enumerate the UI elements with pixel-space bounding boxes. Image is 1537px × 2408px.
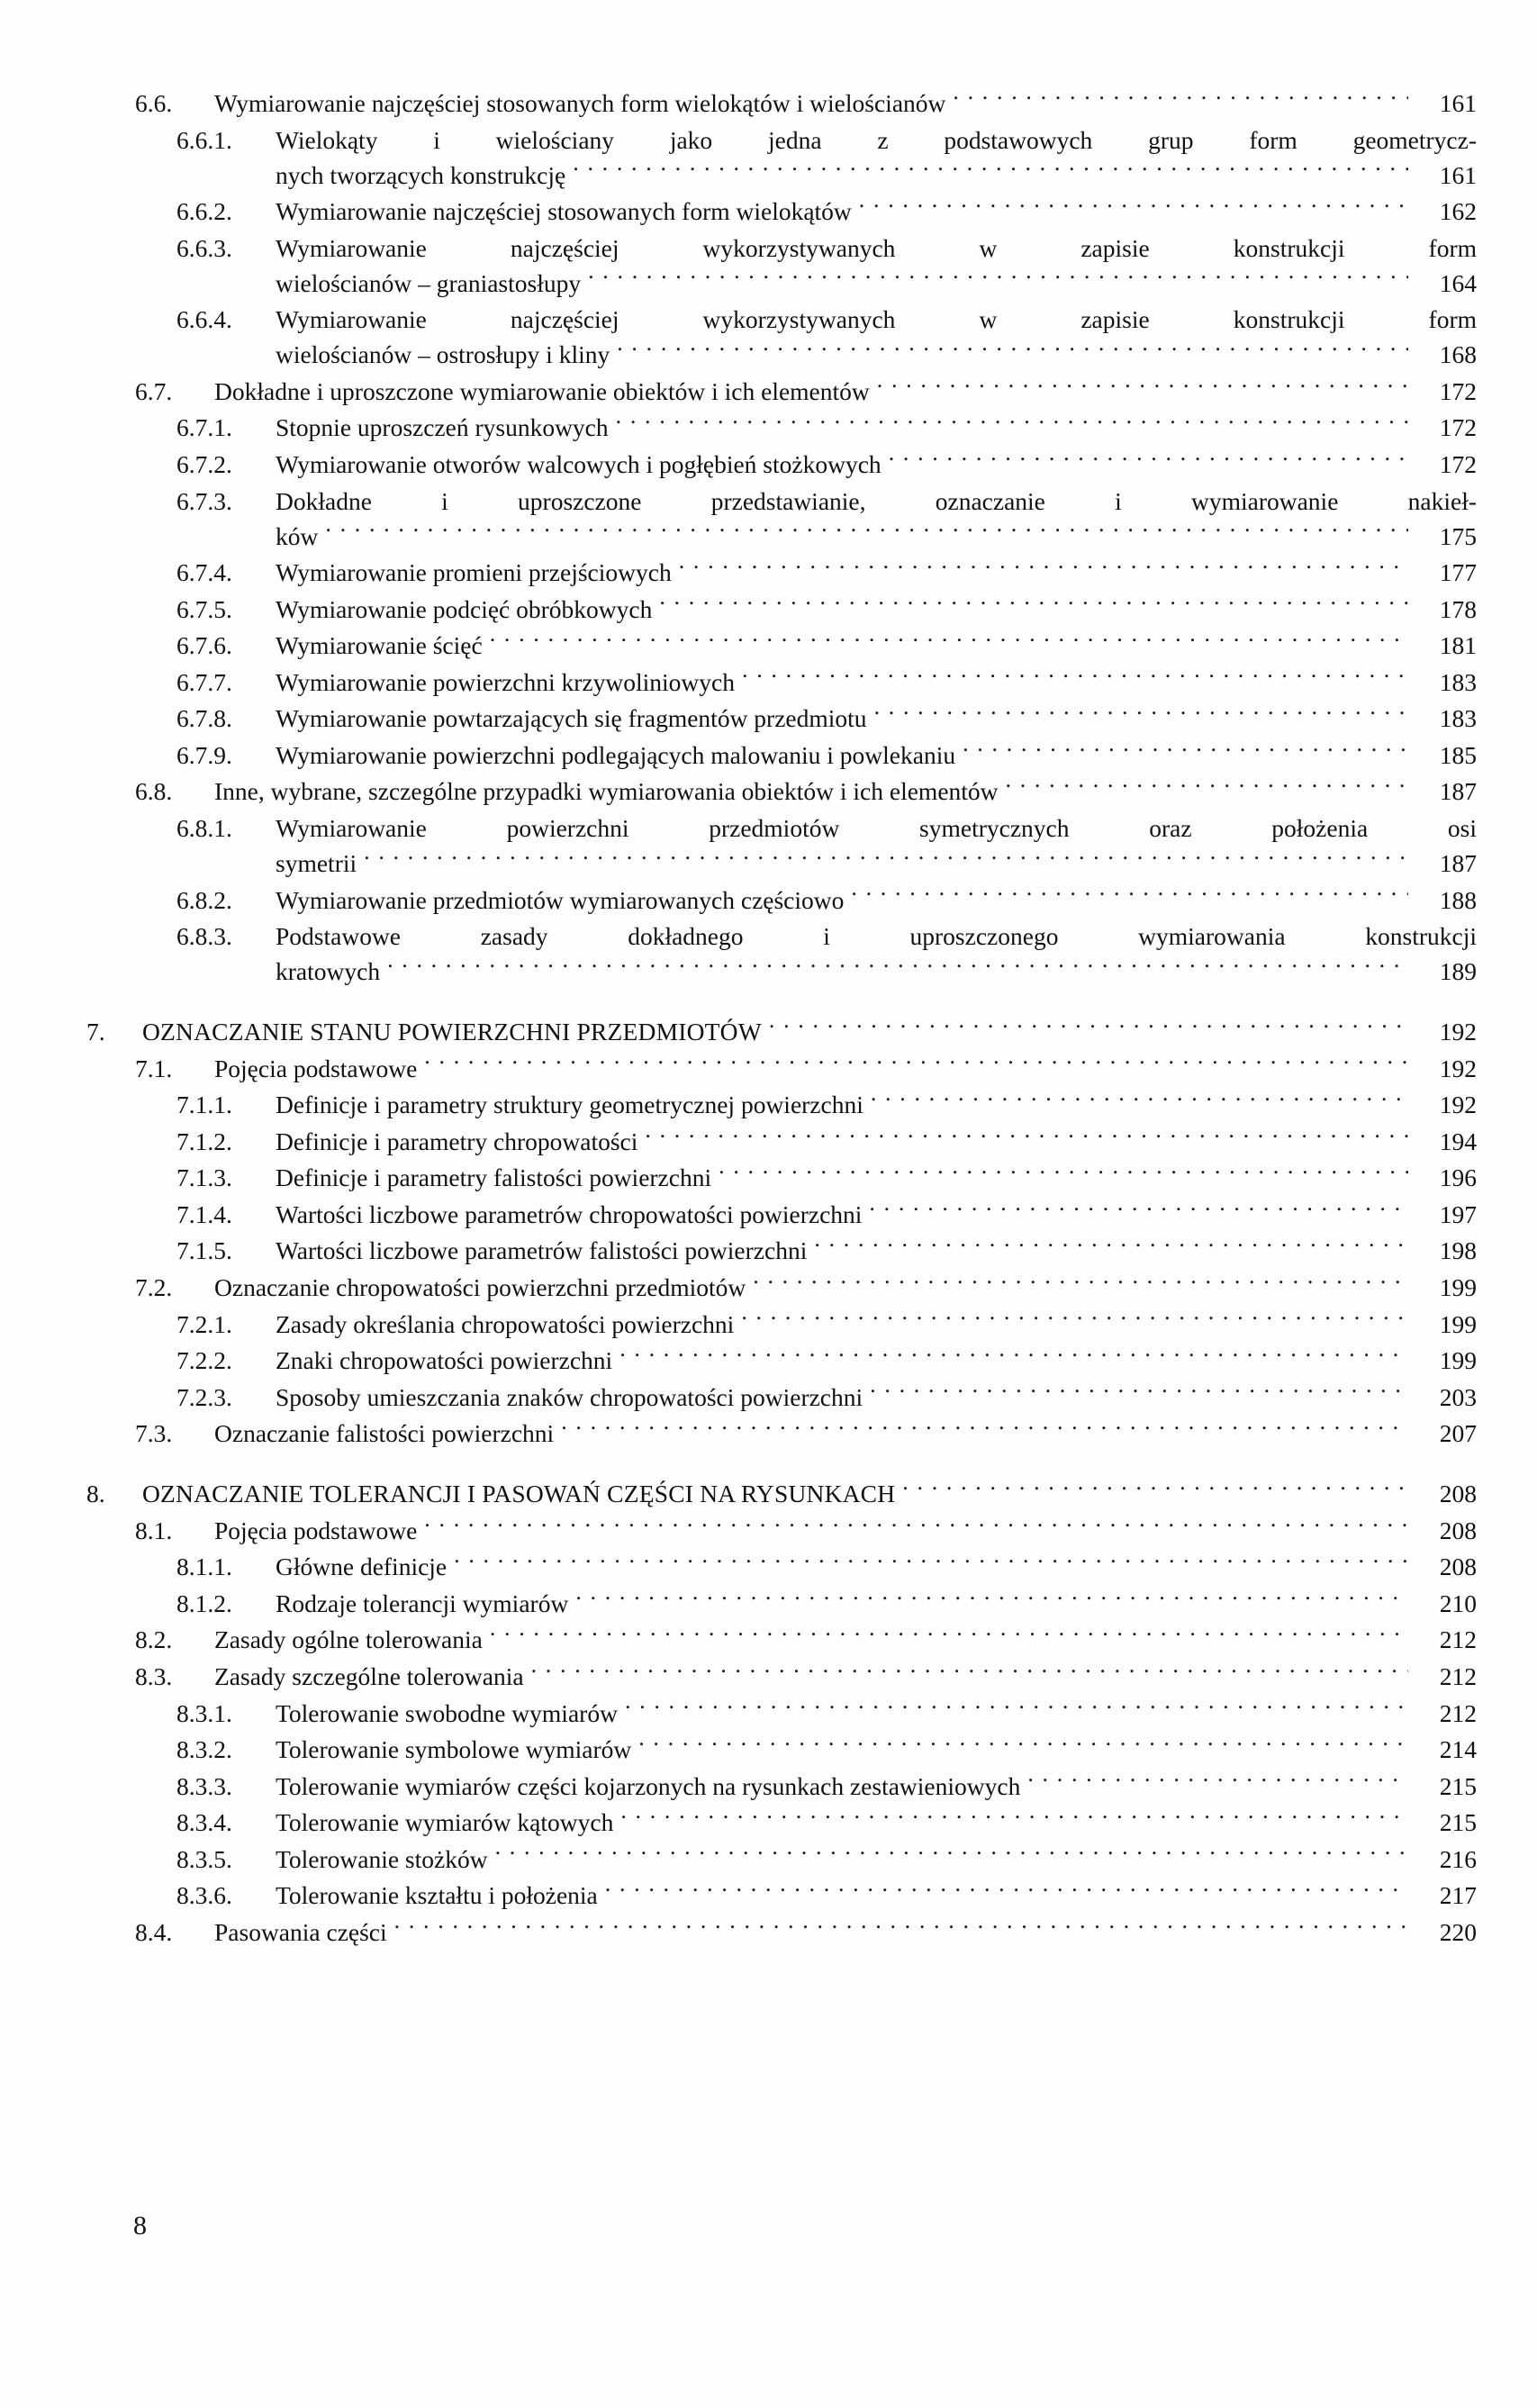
toc-entry-title: Wymiarowanie powierzchni krzywoliniowych — [276, 667, 735, 696]
toc-entry-number: 6.7.4. — [176, 558, 232, 587]
toc-entry-number: 7.2.1. — [176, 1309, 232, 1338]
page-number: 8 — [133, 2211, 147, 2241]
dot-leader — [325, 520, 1408, 545]
dot-leader — [454, 1551, 1408, 1576]
toc-entry-body — [276, 447, 1477, 482]
toc-entry-number: 7.2.2. — [176, 1346, 232, 1375]
toc-entry-page: 178 — [1439, 594, 1477, 623]
dot-leader — [638, 1734, 1408, 1759]
toc-entry[interactable] — [176, 738, 1477, 773]
toc-entry[interactable] — [176, 302, 1477, 372]
toc-entry-page: 217 — [1439, 1881, 1477, 1910]
toc-entry-page: 187 — [1439, 848, 1477, 877]
dot-leader — [753, 1272, 1408, 1297]
toc-entry-body — [276, 122, 1477, 193]
toc-entry[interactable] — [176, 555, 1477, 590]
toc-entry-page: 199 — [1439, 1346, 1477, 1375]
toc-entry-title: Wymiarowanie otworów walcowych i pogłębień stożkowych — [276, 449, 882, 478]
toc-entry[interactable] — [135, 1051, 1477, 1086]
toc-entry-title-cont: symetrii — [276, 848, 357, 877]
toc-entry[interactable] — [176, 1160, 1477, 1195]
toc-entry-number: 8.3.5. — [176, 1844, 232, 1873]
toc-entry-page: 208 — [1439, 1516, 1477, 1544]
dot-leader — [871, 1089, 1408, 1114]
dot-leader — [424, 1052, 1408, 1077]
toc-entry-number: 7.1.2. — [176, 1127, 232, 1155]
toc-entry[interactable] — [176, 194, 1477, 229]
dot-leader — [963, 738, 1408, 764]
toc-entry[interactable] — [176, 1307, 1477, 1342]
toc-entry-title: Główne definicje — [276, 1553, 448, 1581]
toc-entry-body — [276, 1233, 1477, 1268]
dot-leader — [742, 665, 1408, 691]
toc-entry[interactable] — [176, 592, 1477, 627]
toc-entry-number: 6.7.2. — [176, 449, 232, 478]
toc-entry-number: 7.2.3. — [176, 1382, 232, 1411]
dot-leader — [679, 557, 1408, 582]
dot-leader — [588, 267, 1408, 292]
toc-entry-body — [276, 555, 1477, 590]
toc-entry-number: 6.7.5. — [176, 594, 232, 623]
dot-leader — [495, 1842, 1408, 1868]
toc-entry[interactable] — [176, 701, 1477, 736]
toc-entry-title: Wymiarowanie powierzchni przedmiotów symetrycznych oraz położenia osi — [276, 813, 1477, 842]
toc-entry-number: 8.3.2. — [176, 1735, 232, 1764]
toc-entry[interactable] — [176, 883, 1477, 918]
toc-entry-body — [276, 1549, 1477, 1584]
toc-entry-body — [276, 1586, 1477, 1621]
toc-entry-page: 196 — [1439, 1163, 1477, 1192]
dot-leader — [874, 702, 1408, 728]
toc-entry-page: 215 — [1439, 1771, 1477, 1800]
toc-entry[interactable] — [176, 810, 1477, 881]
toc-entry-page: 208 — [1439, 1480, 1477, 1508]
toc-entry-title: Definicje i parametry falistości powierzchni — [276, 1163, 712, 1192]
toc-entry-body — [276, 665, 1477, 700]
toc-entry-body — [276, 1307, 1477, 1342]
toc-entry-number: 6.7.1. — [176, 413, 232, 442]
toc-entry-title: Dokładne i uproszczone wymiarowanie obiektów i ich elementów — [214, 376, 870, 405]
toc-entry-body — [142, 1476, 1477, 1511]
dot-leader — [364, 846, 1408, 872]
toc-entry-number: 7.2. — [135, 1273, 173, 1301]
toc-entry-body — [276, 1087, 1477, 1122]
toc-entry[interactable] — [135, 1659, 1477, 1694]
toc-entry-number: 6.7.7. — [176, 667, 232, 696]
toc-entry-page: 188 — [1439, 885, 1477, 914]
toc-entry[interactable] — [176, 1087, 1477, 1122]
toc-entry[interactable] — [176, 1124, 1477, 1159]
toc-entry-page: 216 — [1439, 1844, 1477, 1873]
toc-entry-title-cont: wielościanów – graniastosłupy — [276, 268, 582, 297]
dot-leader — [573, 158, 1408, 184]
toc-entry-title: Wymiarowanie najczęściej wykorzystywanych w zapisie konstrukcji form — [276, 233, 1477, 262]
toc-entry-title-cont: nych tworzących konstrukcję — [276, 160, 566, 189]
toc-entry-body — [276, 1343, 1477, 1378]
toc-entry-number: 6.6.2. — [176, 197, 232, 226]
toc-entry-page: 172 — [1439, 413, 1477, 442]
toc-entry-body — [276, 1842, 1477, 1877]
dot-leader — [625, 1697, 1408, 1722]
dot-leader — [616, 412, 1408, 437]
toc-entry-title: Tolerowanie wymiarów części kojarzonych na rysunkach zestawieniowych — [276, 1771, 1021, 1800]
toc-entry-number: 8.1.2. — [176, 1589, 232, 1617]
toc-entry-title-cont: kratowych — [276, 957, 381, 986]
toc-entry-number: 7.3. — [135, 1419, 173, 1448]
toc-entry-body — [214, 1513, 1477, 1548]
toc-entry[interactable] — [135, 1622, 1477, 1657]
dot-leader — [769, 1016, 1408, 1041]
toc-entry-body — [276, 1805, 1477, 1840]
toc-entry-title: Wielokąty i wielościany jako jedna z podstawowych grup form geometrycz- — [276, 125, 1477, 154]
toc-entry-title: Stopnie uproszczeń rysunkowych — [276, 413, 609, 442]
toc-entry-page: 181 — [1439, 631, 1477, 660]
dot-leader — [953, 87, 1408, 113]
toc-entry-number: 8.1. — [135, 1516, 173, 1544]
toc-entry-page: 161 — [1439, 160, 1477, 189]
dot-leader — [889, 448, 1408, 473]
toc-entry-title: OZNACZANIE STANU POWIERZCHNI PRZEDMIOTÓW — [142, 1018, 762, 1046]
dot-leader — [719, 1162, 1408, 1187]
dot-leader — [1027, 1770, 1408, 1795]
toc-entry-page: 214 — [1439, 1735, 1477, 1764]
toc-entry-title: Znaki chropowatości powierzchni — [276, 1346, 613, 1375]
toc-entry-page: 183 — [1439, 667, 1477, 696]
toc-entry-page: 175 — [1439, 521, 1477, 550]
toc-entry-body — [214, 774, 1477, 809]
toc-entry-title: Wymiarowanie powierzchni podlegających malowaniu i powlekaniu — [276, 740, 956, 769]
toc-entry-page: 199 — [1439, 1273, 1477, 1301]
toc-entry-number: 6.7.8. — [176, 704, 232, 733]
toc-entry-body — [276, 1124, 1477, 1159]
table-of-contents — [86, 86, 1477, 1951]
toc-entry-title: Rodzaje tolerancji wymiarów — [276, 1589, 569, 1617]
toc-entry[interactable] — [176, 484, 1477, 554]
toc-entry-body — [276, 701, 1477, 736]
toc-entry-title: Pojęcia podstawowe — [214, 1516, 418, 1544]
toc-entry-page: 172 — [1439, 376, 1477, 405]
toc-entry-number: 6.8. — [135, 777, 173, 806]
toc-entry-page: 194 — [1439, 1127, 1477, 1155]
toc-entry-page: 197 — [1439, 1199, 1477, 1228]
dot-leader — [870, 1381, 1408, 1406]
toc-entry-page: 215 — [1439, 1808, 1477, 1837]
toc-entry-page: 187 — [1439, 777, 1477, 806]
dot-leader — [814, 1235, 1408, 1260]
toc-entry-body — [214, 1659, 1477, 1694]
toc-entry-number: 7.1.5. — [176, 1236, 232, 1265]
dot-leader — [605, 1879, 1408, 1905]
toc-entry-title: Tolerowanie symbolowe wymiarów — [276, 1735, 632, 1764]
toc-entry-number: 6.6. — [135, 89, 173, 117]
toc-entry[interactable] — [176, 665, 1477, 700]
dot-leader — [620, 1806, 1408, 1832]
toc-entry-page: 212 — [1439, 1661, 1477, 1690]
dot-leader — [424, 1514, 1408, 1539]
toc-entry-body — [214, 374, 1477, 409]
dot-leader — [851, 883, 1408, 909]
toc-entry-body — [276, 484, 1477, 554]
toc-entry[interactable] — [176, 1842, 1477, 1877]
dot-leader — [490, 1624, 1408, 1649]
toc-entry-page: 177 — [1439, 558, 1477, 587]
toc-entry[interactable] — [135, 86, 1477, 121]
dot-leader — [387, 955, 1408, 981]
toc-entry-page: 220 — [1439, 1917, 1477, 1946]
toc-entry-title: Tolerowanie stożków — [276, 1844, 488, 1873]
toc-entry-number: 6.7.9. — [176, 740, 232, 769]
toc-entry-number: 6.7.3. — [176, 486, 232, 515]
toc-entry-title: Dokładne i uproszczone przedstawianie, oznaczanie i wymiarowanie nakieł- — [276, 486, 1477, 515]
toc-entry-page: 199 — [1439, 1309, 1477, 1338]
toc-entry-title: Definicje i parametry struktury geometrycznej powierzchni — [276, 1091, 863, 1119]
toc-entry-title: Oznaczanie chropowatości powierzchni przedmiotów — [214, 1273, 746, 1301]
toc-entry-page: 189 — [1439, 957, 1477, 986]
dot-leader — [741, 1308, 1408, 1333]
toc-entry-title: Zasady szczególne tolerowania — [214, 1661, 524, 1690]
toc-entry-page: 192 — [1439, 1018, 1477, 1046]
toc-entry-title: Wymiarowanie najczęściej stosowanych form wielokątów i wielościanów — [214, 89, 946, 117]
dot-leader — [619, 1344, 1408, 1370]
toc-entry-body — [276, 810, 1477, 881]
toc-entry-number: 7.1. — [135, 1054, 173, 1082]
toc-entry-body — [214, 1270, 1477, 1305]
toc-entry-body — [276, 194, 1477, 229]
toc-entry[interactable] — [135, 1416, 1477, 1451]
toc-entry-title: Wymiarowanie ścięć — [276, 631, 483, 660]
toc-entry-title-cont: ków — [276, 521, 319, 550]
toc-entry-number: 7.1.4. — [176, 1199, 232, 1228]
toc-entry[interactable] — [135, 774, 1477, 809]
toc-entry-body — [214, 1622, 1477, 1657]
toc-entry[interactable] — [86, 1476, 1477, 1511]
toc-entry[interactable] — [176, 447, 1477, 482]
toc-entry-page: 192 — [1439, 1091, 1477, 1119]
toc-entry-number: 8.2. — [135, 1625, 173, 1654]
toc-entry-title: Wymiarowanie powtarzających się fragmentów przedmiotu — [276, 704, 867, 733]
dot-leader — [1006, 775, 1408, 801]
toc-entry-title: Wymiarowanie przedmiotów wymiarowanych częściowo — [276, 885, 845, 914]
toc-entry[interactable] — [176, 1769, 1477, 1804]
toc-entry-title: Zasady ogólne tolerowania — [214, 1625, 483, 1654]
toc-entry[interactable] — [176, 628, 1477, 663]
toc-entry-body — [276, 1197, 1477, 1232]
toc-entry-page: 183 — [1439, 704, 1477, 733]
toc-entry[interactable] — [135, 1915, 1477, 1950]
toc-entry-title: Wartości liczbowe parametrów chropowatości powierzchni — [276, 1199, 863, 1228]
toc-entry-title: Inne, wybrane, szczególne przypadki wymiarowania obiektów i ich elementów — [214, 777, 999, 806]
toc-entry-number: 8.3.4. — [176, 1808, 232, 1837]
toc-entry-body — [276, 1696, 1477, 1731]
toc-entry[interactable] — [135, 374, 1477, 409]
toc-entry-title: Tolerowanie kształtu i położenia — [276, 1881, 598, 1910]
toc-entry-number: 6.8.1. — [176, 813, 232, 842]
toc-entry-number: 7.1.3. — [176, 1163, 232, 1192]
toc-entry[interactable] — [176, 1197, 1477, 1232]
toc-entry-number: 8.3. — [135, 1661, 173, 1690]
toc-entry-title: Wymiarowanie podcięć obróbkowych — [276, 594, 653, 623]
toc-entry-number: 7.1.1. — [176, 1091, 232, 1119]
toc-entry[interactable] — [176, 1380, 1477, 1415]
toc-entry-body — [276, 231, 1477, 301]
toc-entry-body — [214, 1915, 1477, 1950]
toc-entry[interactable] — [176, 1732, 1477, 1767]
toc-entry-page: 198 — [1439, 1236, 1477, 1265]
toc-entry-number: 8.4. — [135, 1917, 173, 1946]
toc-entry-body — [276, 1769, 1477, 1804]
toc-entry-number: 7. — [86, 1018, 105, 1046]
toc-entry[interactable] — [176, 1343, 1477, 1378]
toc-entry-page: 168 — [1439, 340, 1477, 369]
toc-entry-page: 185 — [1439, 740, 1477, 769]
toc-entry[interactable] — [176, 1878, 1477, 1913]
toc-entry-number: 8.1.1. — [176, 1553, 232, 1581]
toc-entry-page: 210 — [1439, 1589, 1477, 1617]
dot-leader — [561, 1417, 1408, 1443]
toc-entry-page: 203 — [1439, 1382, 1477, 1411]
toc-entry-page: 212 — [1439, 1625, 1477, 1654]
toc-entry-body — [276, 302, 1477, 372]
toc-entry-body — [276, 738, 1477, 773]
dot-leader — [531, 1660, 1408, 1685]
toc-entry-title: Definicje i parametry chropowatości — [276, 1127, 638, 1155]
toc-entry-page: 162 — [1439, 197, 1477, 226]
toc-entry-page: 172 — [1439, 449, 1477, 478]
toc-entry-page: 161 — [1439, 89, 1477, 117]
toc-entry-title: Wartości liczbowe parametrów falistości powierzchni — [276, 1236, 808, 1265]
toc-entry-body — [276, 1732, 1477, 1767]
toc-entry-body — [276, 883, 1477, 918]
toc-entry-number: 6.8.3. — [176, 922, 232, 951]
toc-entry-number: 6.6.3. — [176, 233, 232, 262]
toc-entry-title-cont: wielościanów – ostrosłupy i kliny — [276, 340, 610, 369]
toc-entry-body — [276, 919, 1477, 989]
dot-leader — [617, 339, 1408, 364]
toc-entry-title: Pojęcia podstawowe — [214, 1054, 418, 1082]
toc-entry-page: 164 — [1439, 268, 1477, 297]
dot-leader — [902, 1478, 1408, 1503]
toc-entry-number: 6.7.6. — [176, 631, 232, 660]
toc-entry-title: Tolerowanie swobodne wymiarów — [276, 1698, 618, 1727]
toc-entry-title: Sposoby umieszczania znaków chropowatości powierzchni — [276, 1382, 863, 1411]
toc-entry-number: 6.8.2. — [176, 885, 232, 914]
toc-entry-body — [276, 1878, 1477, 1913]
dot-leader — [575, 1587, 1408, 1612]
toc-entry[interactable] — [86, 1014, 1477, 1049]
toc-entry-body — [142, 1014, 1477, 1049]
toc-entry-title: OZNACZANIE TOLERANCJI I PASOWAŃ CZĘŚCI NA RYSUNKACH — [142, 1480, 896, 1508]
toc-entry-number: 8. — [86, 1480, 105, 1508]
toc-entry-page: 192 — [1439, 1054, 1477, 1082]
dot-leader — [394, 1915, 1408, 1941]
toc-entry[interactable] — [176, 410, 1477, 445]
toc-entry-number: 6.6.1. — [176, 125, 232, 154]
toc-entry-body — [276, 1380, 1477, 1415]
toc-entry-body — [214, 1416, 1477, 1451]
toc-entry[interactable] — [176, 1805, 1477, 1840]
toc-entry-title: Zasady określania chropowatości powierzchni — [276, 1309, 735, 1338]
dot-leader — [659, 593, 1408, 618]
toc-entry-body — [276, 592, 1477, 627]
toc-entry-body — [276, 410, 1477, 445]
toc-entry-number: 6.7. — [135, 376, 173, 405]
toc-entry-title: Wymiarowanie promieni przejściowych — [276, 558, 672, 587]
toc-entry[interactable] — [176, 1696, 1477, 1731]
toc-entry-body — [276, 628, 1477, 663]
toc-entry-title: Wymiarowanie najczęściej stosowanych form wielokątów — [276, 197, 852, 226]
toc-entry[interactable] — [176, 122, 1477, 193]
toc-entry-page: 208 — [1439, 1553, 1477, 1581]
toc-entry[interactable] — [176, 919, 1477, 989]
toc-entry-number: 8.3.1. — [176, 1698, 232, 1727]
toc-entry-page: 207 — [1439, 1419, 1477, 1448]
toc-entry-body — [276, 1160, 1477, 1195]
dot-leader — [645, 1125, 1408, 1150]
dot-leader — [490, 629, 1408, 655]
toc-entry[interactable] — [176, 231, 1477, 301]
toc-entry-number: 8.3.6. — [176, 1881, 232, 1910]
dot-leader — [869, 1198, 1408, 1223]
toc-entry-number: 6.6.4. — [176, 305, 232, 334]
toc-entry-body — [214, 1051, 1477, 1086]
toc-entry-body — [214, 86, 1477, 121]
toc-entry-title: Oznaczanie falistości powierzchni — [214, 1419, 555, 1448]
toc-entry[interactable] — [135, 1270, 1477, 1305]
toc-entry-title: Wymiarowanie najczęściej wykorzystywanych w zapisie konstrukcji form — [276, 305, 1477, 334]
toc-entry[interactable] — [176, 1233, 1477, 1268]
toc-entry[interactable] — [176, 1549, 1477, 1584]
toc-entry[interactable] — [135, 1513, 1477, 1548]
toc-entry-title: Pasowania części — [214, 1917, 387, 1946]
toc-entry-title: Podstawowe zasady dokładnego i uproszczonego wymiarowania konstrukcji — [276, 922, 1477, 951]
toc-entry-title: Tolerowanie wymiarów kątowych — [276, 1808, 614, 1837]
toc-entry-number: 8.3.3. — [176, 1771, 232, 1800]
toc-entry[interactable] — [176, 1586, 1477, 1621]
dot-leader — [877, 375, 1408, 400]
dot-leader — [859, 195, 1408, 221]
toc-entry-page: 212 — [1439, 1698, 1477, 1727]
